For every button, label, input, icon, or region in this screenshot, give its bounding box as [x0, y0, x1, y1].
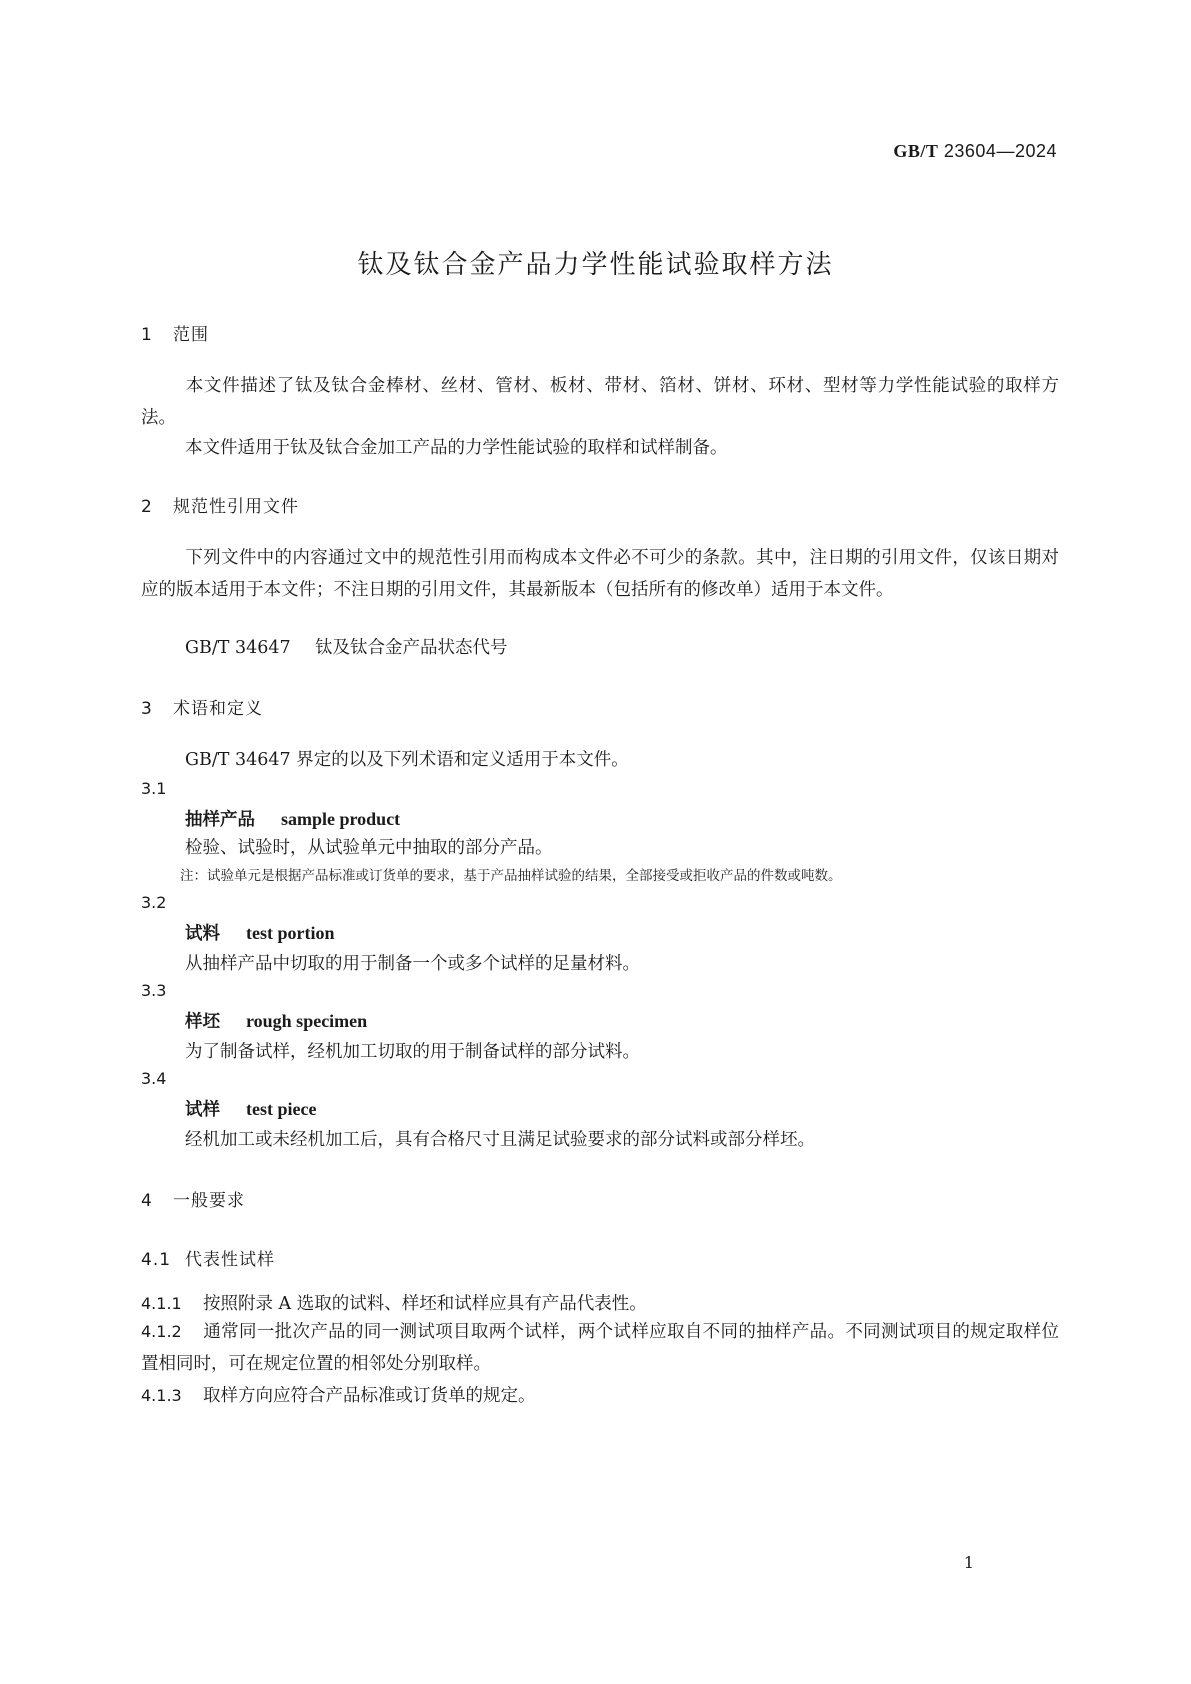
- clause-number: 4.1.2: [141, 1322, 182, 1341]
- reference-code: GB/T 34647: [185, 638, 291, 658]
- term-english: rough specimen: [246, 1011, 368, 1031]
- term-heading: [185, 920, 335, 945]
- term-definition: 为了制备试样，经机加工切取的用于制备试样的部分试料。: [185, 1042, 640, 1062]
- section-1-heading: [141, 320, 209, 345]
- section-title: 规范性引用文件: [173, 497, 299, 517]
- paragraph-text: 下列文件中的内容通过文中的规范性引用而构成本文件必不可少的条款。其中，注日期的引用文件，仅该日期对应的版本适用于本文件；不注日期的引用文件，其最新版本（包括所有的修改单）适用于本文件。: [141, 548, 1059, 600]
- term-number: 3.2: [141, 893, 167, 912]
- term-number: 3.4: [141, 1069, 167, 1088]
- reference-title: 钛及钛合金产品状态代号: [315, 638, 508, 658]
- section-2-heading: [141, 492, 299, 517]
- section-number: 4: [141, 1191, 153, 1211]
- section-2-paragraph-1: [141, 542, 1059, 606]
- clause-4-1-2: [141, 1316, 1059, 1380]
- term-chinese: 样坯: [185, 1012, 220, 1032]
- paragraph-text: 本文件描述了钛及钛合金棒材、丝材、管材、板材、带材、箔材、饼材、环材、型材等力学性能试验的取样方法。: [141, 376, 1059, 428]
- clause-number: 4.1.3: [141, 1386, 182, 1405]
- clause-number: 4.1.1: [141, 1294, 182, 1313]
- term-definition: 经机加工或未经机加工后，具有合格尺寸且满足试验要求的部分试料或部分样坯。: [185, 1130, 815, 1150]
- term-english: sample product: [281, 809, 401, 829]
- term-definition: 检验、试验时，从试验单元中抽取的部分产品。: [185, 838, 553, 858]
- clause-text: 取样方向应符合产品标准或订货单的规定。: [203, 1386, 536, 1406]
- section-number: 1: [141, 325, 153, 345]
- section-number: 2: [141, 497, 153, 517]
- document-title: 钛及钛合金产品力学性能试验取样方法: [357, 250, 834, 280]
- term-chinese: 试料: [185, 924, 220, 944]
- clause-text: 通常同一批次产品的同一测试项目取两个试样，两个试样应取自不同的抽样产品。不同测试项目的规定取样位置相同时，可在规定位置的相邻处分别取样。: [141, 1322, 1059, 1374]
- section-1-paragraph-1: [141, 370, 1059, 434]
- subsection-number: 4.1: [141, 1250, 172, 1270]
- section-title: 术语和定义: [173, 699, 263, 719]
- term-note: 注：试验单元是根据产品标准或订货单的要求，基于产品抽样试验的结果，全部接受或拒收产品的件数或吨数。: [180, 868, 842, 884]
- standard-number: 23604—2024: [943, 141, 1057, 161]
- term-heading: [185, 1008, 367, 1033]
- term-number: 3.3: [141, 981, 167, 1000]
- term-heading: [185, 806, 400, 831]
- section-title: 范围: [173, 325, 209, 345]
- section-title: 一般要求: [173, 1191, 245, 1211]
- clause-4-1-3: [141, 1382, 536, 1407]
- subsection-4-1-heading: [141, 1245, 275, 1270]
- standard-prefix: GB/T: [893, 141, 939, 161]
- term-number: 3.1: [141, 779, 167, 798]
- section-3-heading: [141, 694, 263, 719]
- term-chinese: 试样: [185, 1100, 220, 1120]
- page-number: 1: [963, 1553, 974, 1572]
- section-3-intro: GB/T 34647 界定的以及下列术语和定义适用于本文件。: [185, 750, 629, 770]
- section-1-paragraph-2: 本文件适用于钛及钛合金加工产品的力学性能试验的取样和试样制备。: [185, 438, 728, 458]
- standard-code: [893, 141, 1057, 162]
- term-chinese: 抽样产品: [185, 810, 255, 830]
- section-number: 3: [141, 699, 153, 719]
- term-english: test portion: [246, 923, 335, 943]
- term-heading: [185, 1096, 316, 1121]
- normative-reference: [185, 634, 508, 659]
- clause-4-1-1: [141, 1290, 647, 1315]
- section-4-heading: [141, 1186, 245, 1211]
- clause-text: 按照附录 A 选取的试料、样坯和试样应具有产品代表性。: [203, 1294, 647, 1314]
- subsection-title: 代表性试样: [185, 1250, 275, 1270]
- term-english: test piece: [246, 1099, 317, 1119]
- term-definition: 从抽样产品中切取的用于制备一个或多个试样的足量材料。: [185, 954, 640, 974]
